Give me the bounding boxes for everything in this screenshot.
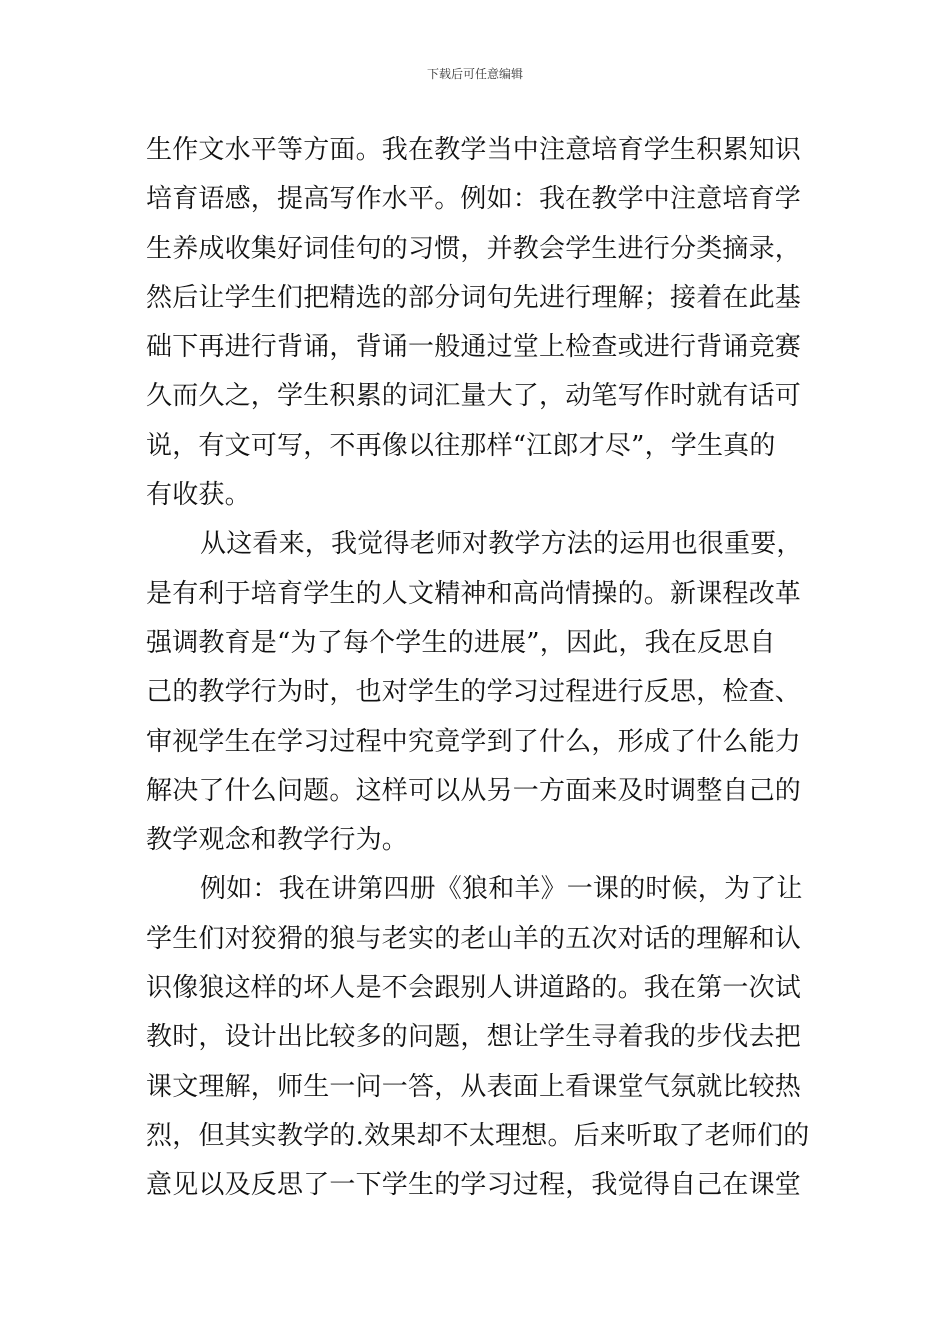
text-line: 学生们对狡猾的狼与老实的老山羊的五次对话的理解和认 xyxy=(146,923,802,954)
text-line: 教学观念和教学行为。 xyxy=(146,825,409,856)
text-line: 己的教学行为时，也对学生的学习过程进行反思，检查、 xyxy=(146,677,802,708)
text-line: 生作文水平等方面。我在教学当中注意培育学生积累知识 xyxy=(146,135,802,165)
text-line: 意见以及反思了一下学生的学习过程，我觉得自己在课堂 xyxy=(146,1170,802,1201)
paragraph-first-line: 例如：我在讲第四册《狼和羊》一课的时候，为了让 xyxy=(200,874,803,905)
text-line: 审视学生在学习过程中究竟学到了什么，形成了什么能力 xyxy=(146,726,802,757)
text-line: 烈，但其实教学的.效果却不太理想。后来听取了老师们的 xyxy=(146,1120,810,1151)
text-line: 然后让学生们把精选的部分词句先进行理解；接着在此基 xyxy=(146,282,802,313)
text-line: 础下再进行背诵，背诵一般通过堂上检查或进行背诵竞赛 xyxy=(146,332,802,363)
text-line: 久而久之，学生积累的词汇量大了，动笔写作时就有话可 xyxy=(146,381,802,412)
text-line: 培育语感，提高写作水平。例如：我在教学中注意培育学 xyxy=(146,184,802,215)
text-line: 生养成收集好词佳句的习惯，并教会学生进行分类摘录， xyxy=(146,233,802,264)
page-header: 下载后可任意编辑 xyxy=(426,67,523,81)
text-line: 识像狼这样的坏人是不会跟别人讲道路的。我在第一次试 xyxy=(146,973,802,1004)
text-line: 解决了什么问题。这样可以从另一方面来及时调整自己的 xyxy=(146,775,802,806)
text-line: 是有利于培育学生的人文精神和高尚情操的。新课程改革 xyxy=(146,578,802,609)
text-line: 课文理解，师生一问一答，从表面上看课堂气氛就比较热 xyxy=(146,1071,802,1102)
paragraph-first-line: 从这看来，我觉得老师对教学方法的运用也很重要， xyxy=(200,529,803,560)
text-line: 有收获。 xyxy=(146,480,251,511)
text-line: 强调教育是“为了每个学生的进展”，因此，我在反思自 xyxy=(146,627,776,658)
text-line: 说，有文可写，不再像以往那样“江郎才尽”，学生真的 xyxy=(146,430,776,461)
body-text xyxy=(146,126,810,1211)
text-line: 教时，设计出比较多的问题，想让学生寻着我的步伐去把 xyxy=(146,1022,802,1053)
